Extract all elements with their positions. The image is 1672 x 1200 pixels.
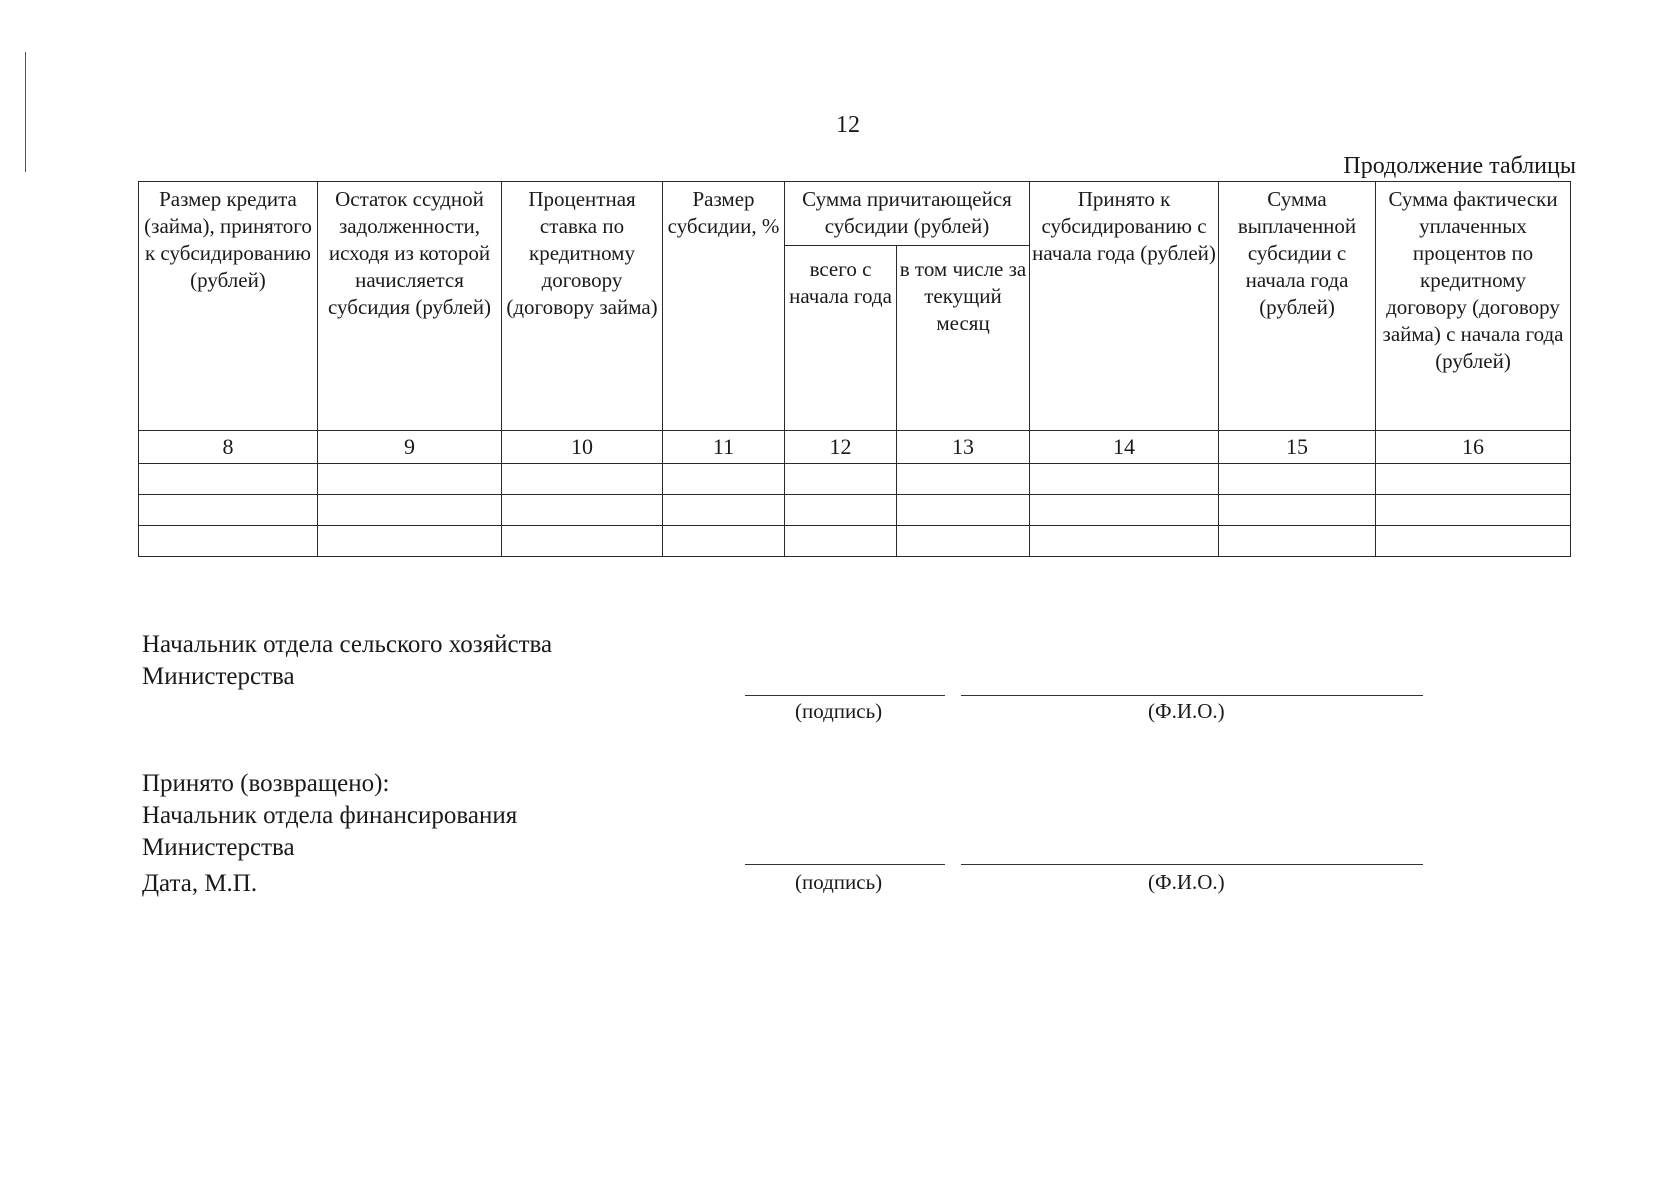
- signature-line: [745, 864, 945, 865]
- header-subsidy-due-group: Сумма причитающейся субсидии (рублей): [785, 182, 1030, 246]
- table-cell: [502, 464, 663, 495]
- table-cell: [139, 526, 318, 557]
- scan-margin-mark: [25, 52, 26, 172]
- signer-position-line2: Министерства: [142, 663, 295, 690]
- table-cell: [139, 495, 318, 526]
- table-cell: [318, 495, 502, 526]
- signature-line: [745, 695, 945, 696]
- table-cell: [502, 495, 663, 526]
- acceptance-label: Принято (возвращено):: [142, 770, 390, 797]
- table-row: [139, 526, 1571, 557]
- column-number: 9: [318, 431, 502, 464]
- header-subsidy-size: Размер субсидии, %: [663, 182, 785, 431]
- table-cell: [502, 526, 663, 557]
- table-cell: [318, 526, 502, 557]
- column-number: 8: [139, 431, 318, 464]
- name-line: [961, 695, 1423, 696]
- subsidy-table: [138, 181, 1571, 557]
- table-cell: [663, 495, 785, 526]
- table-cell: [1030, 495, 1219, 526]
- table-cell: [663, 464, 785, 495]
- table-cell: [663, 526, 785, 557]
- table-cell: [1219, 495, 1376, 526]
- table-cell: [1219, 464, 1376, 495]
- table-cell: [1376, 495, 1571, 526]
- signer-position-line1: Начальник отдела финансирования: [142, 802, 518, 829]
- name-caption: (Ф.И.О.): [1148, 699, 1225, 723]
- column-number: 16: [1376, 431, 1571, 464]
- header-interest-paid-ytd: Сумма фактически уплаченных процентов по кредитному договору (договору займа) с начала года (рублей): [1376, 182, 1571, 431]
- column-number-row: [139, 431, 1571, 464]
- table-continuation-label: Продолжение таблицы: [1343, 153, 1576, 179]
- page-number: 12: [836, 112, 860, 138]
- table-cell: [785, 495, 897, 526]
- table-cell: [1030, 526, 1219, 557]
- header-interest-rate: Процентная ставка по кредитному договору (договору займа): [502, 182, 663, 431]
- table-cell: [785, 464, 897, 495]
- agriculture-head-signature-block: [142, 629, 552, 693]
- column-number: 11: [663, 431, 785, 464]
- signature-caption: (подпись): [795, 870, 883, 894]
- signer-position-line2: Министерства: [142, 834, 295, 861]
- header-loan-amount: Размер кредита (займа), принятого к субсидированию (рублей): [139, 182, 318, 431]
- finance-head-signature-block: [142, 768, 517, 900]
- header-subsidy-current-month: в том числе за текущий месяц: [897, 246, 1030, 431]
- name-line: [961, 864, 1423, 865]
- column-number: 12: [785, 431, 897, 464]
- table-cell: [897, 526, 1030, 557]
- table-cell: [1376, 526, 1571, 557]
- table-cell: [785, 526, 897, 557]
- table-cell: [318, 464, 502, 495]
- table-cell: [897, 464, 1030, 495]
- table-cell: [139, 464, 318, 495]
- table-row: [139, 464, 1571, 495]
- column-number: 15: [1219, 431, 1376, 464]
- header-accepted-ytd: Принято к субсидированию с начала года (рублей): [1030, 182, 1219, 431]
- signer-position-line1: Начальник отдела сельского хозяйства: [142, 631, 553, 658]
- header-subsidy-total-ytd: всего с начала года: [785, 246, 897, 431]
- name-caption: (Ф.И.О.): [1148, 870, 1225, 894]
- header-loan-balance: Остаток ссудной задолженности, исходя из которой начисляется субсидия (рублей): [318, 182, 502, 431]
- column-number: 13: [897, 431, 1030, 464]
- date-stamp-label: Дата, М.П.: [142, 870, 258, 897]
- header-paid-subsidy-ytd: Сумма выплаченной субсидии с начала года (рублей): [1219, 182, 1376, 431]
- column-number: 10: [502, 431, 663, 464]
- table-cell: [1219, 526, 1376, 557]
- table-row: [139, 495, 1571, 526]
- table-cell: [897, 495, 1030, 526]
- table-cell: [1030, 464, 1219, 495]
- column-number: 14: [1030, 431, 1219, 464]
- table-cell: [1376, 464, 1571, 495]
- signature-caption: (подпись): [795, 699, 883, 723]
